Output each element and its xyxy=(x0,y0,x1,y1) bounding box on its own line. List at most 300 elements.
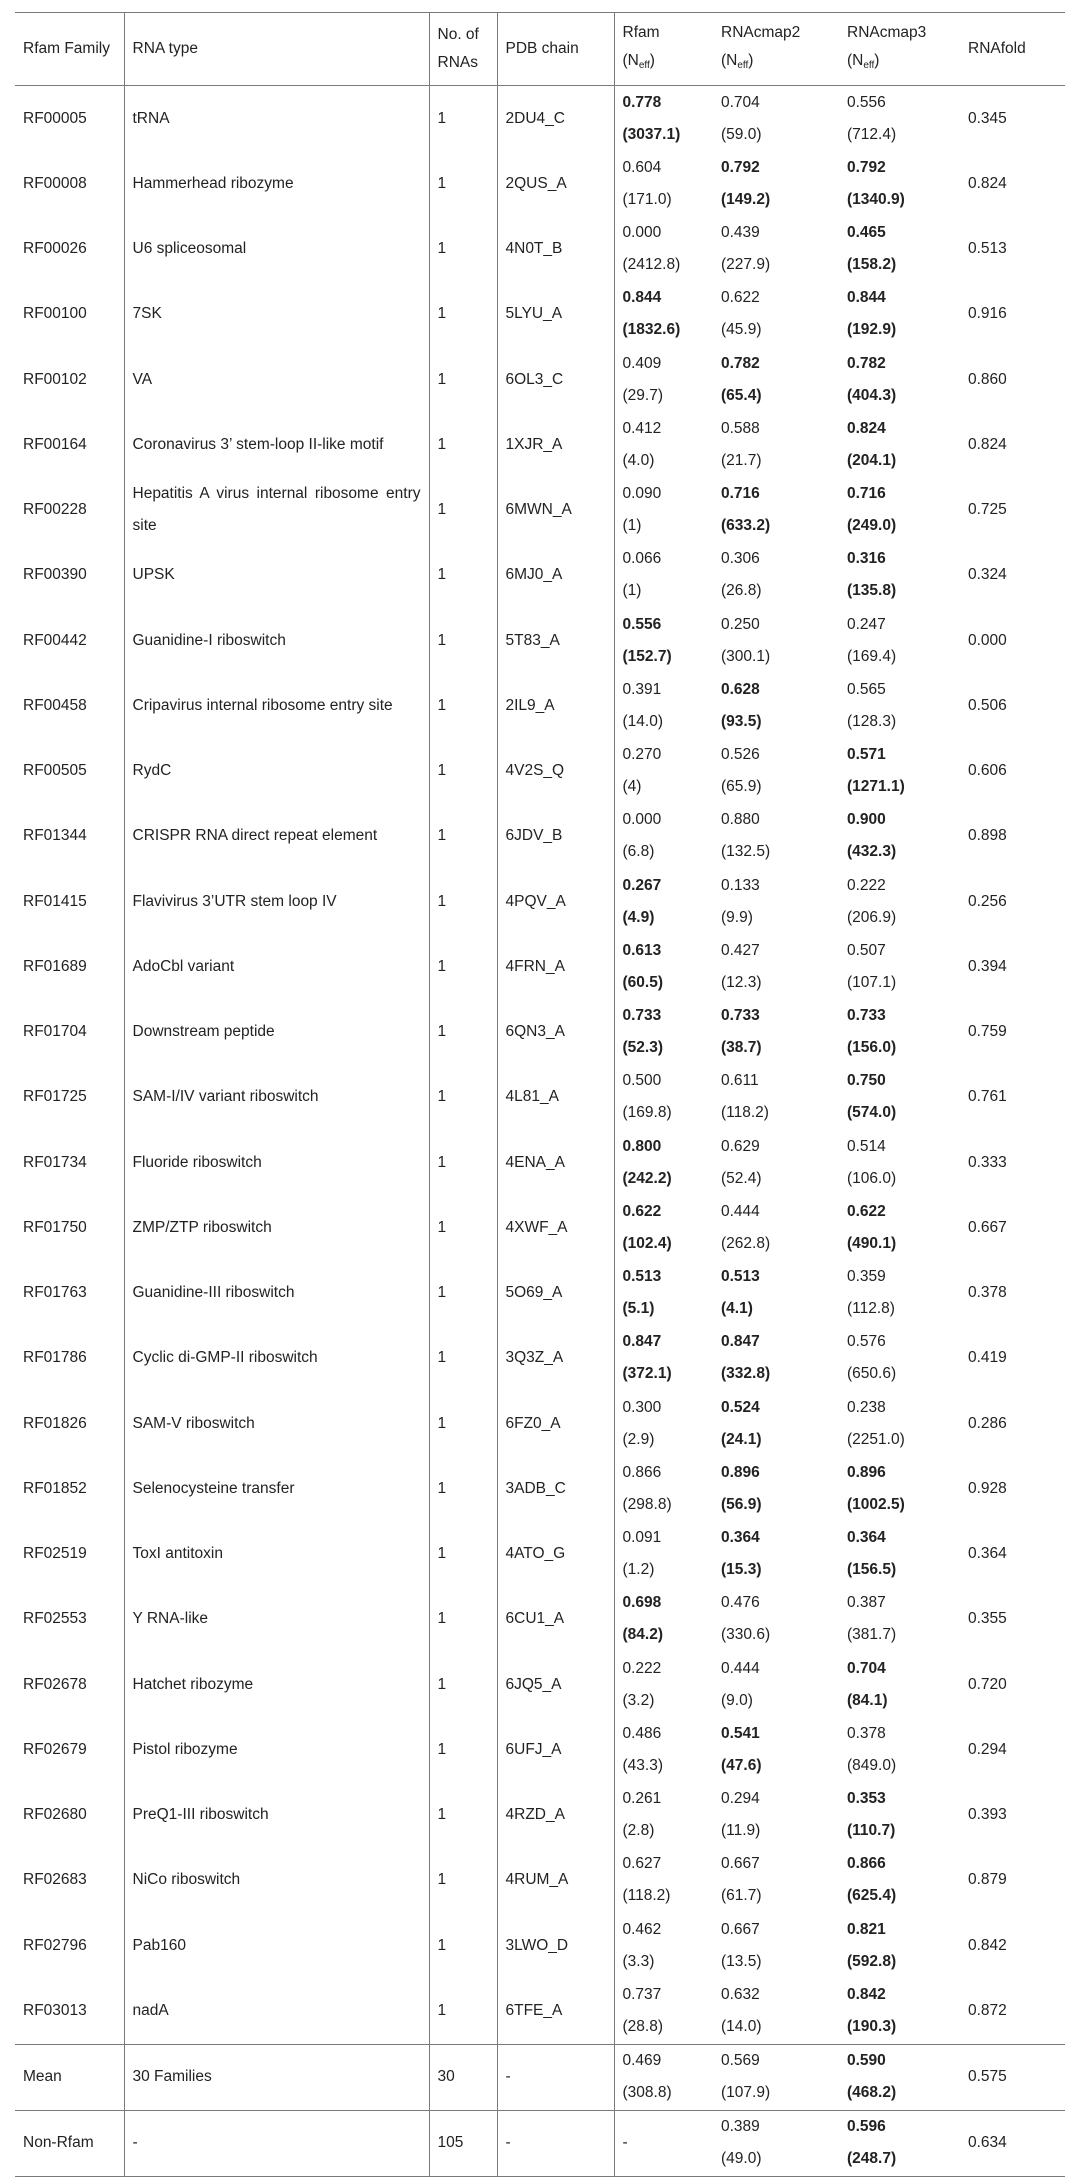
rnafold-cell: 0.394 xyxy=(968,957,1007,975)
rnacmap2-cell xyxy=(713,2044,839,2110)
family-cell: RF01750 xyxy=(23,1218,87,1236)
rnafold-cell: 0.333 xyxy=(968,1153,1007,1171)
pdb-chain-cell: 6QN3_A xyxy=(497,1000,614,1065)
rnacmap2-cell xyxy=(713,1978,839,2044)
rfam-cell-score: 0.604 xyxy=(622,158,662,176)
rnacmap2-cell xyxy=(713,412,839,477)
summary-row xyxy=(15,2044,1065,2110)
rnafold-cell: 0.898 xyxy=(968,827,1007,845)
pdb-chain-cell: 4PQV_A xyxy=(497,869,614,934)
rnacmap2-cell xyxy=(713,86,839,152)
pdb-chain-cell: 2DU4_C xyxy=(497,86,614,152)
rfam-cell-score: 0.500 xyxy=(622,1072,662,1090)
rfam-cell-score: 0.698 xyxy=(622,1594,662,1612)
rnacmap3-cell-neff: (381.7) xyxy=(847,1626,897,1644)
num-rnas-cell: 1 xyxy=(429,608,497,673)
rnacmap3-cell xyxy=(839,673,960,738)
rnacmap3-cell xyxy=(839,1978,960,2044)
family-cell: RF00505 xyxy=(23,762,87,780)
rnacmap2-cell xyxy=(713,739,839,804)
rnacmap3-cell xyxy=(839,1391,960,1456)
rfam-cell xyxy=(614,2110,713,2176)
rnacmap3-cell-score: 0.556 xyxy=(847,93,886,111)
rfam-cell-score: - xyxy=(622,2134,628,2151)
rnacmap3-cell xyxy=(839,1717,960,1782)
family-cell: RF00026 xyxy=(23,240,87,258)
num-rnas-cell: 30 xyxy=(429,2044,497,2110)
rfam-cell-neff: (169.8) xyxy=(622,1104,672,1122)
num-rnas-cell: 1 xyxy=(429,1717,497,1782)
pdb-chain-cell: 6UFJ_A xyxy=(497,1717,614,1782)
rnacmap2-cell-neff: (262.8) xyxy=(721,1234,771,1252)
rnacmap2-cell-neff: (26.8) xyxy=(721,582,762,600)
header-rnacmap2-neff: $(N_{eff})$ xyxy=(721,51,754,71)
rnacmap3-cell xyxy=(839,2110,960,2176)
rna-type-cell: SAM-I/IV variant riboswitch xyxy=(124,1065,429,1130)
rfam-cell-neff: (308.8) xyxy=(622,2084,672,2101)
rfam-cell-score: 0.300 xyxy=(622,1398,662,1416)
rnacmap3-cell-neff: (156.0) xyxy=(847,1039,897,1057)
rnacmap2-cell-score: 0.628 xyxy=(721,680,760,698)
table-row xyxy=(15,1522,1065,1587)
rnafold-cell: 0.928 xyxy=(968,1479,1007,1497)
rnafold-cell: 0.725 xyxy=(968,501,1007,519)
rfam-cell-score: 0.622 xyxy=(622,1202,662,1220)
rnacmap3-cell-score: 0.222 xyxy=(847,876,886,894)
rnafold-cell: 0.506 xyxy=(968,696,1007,714)
rfam-cell xyxy=(614,347,713,412)
rnacmap3-cell xyxy=(839,1587,960,1652)
rna-type-cell: Hammerhead ribozyme xyxy=(124,151,429,216)
rnacmap3-cell-score: 0.750 xyxy=(847,1072,886,1090)
rna-type-cell: Flavivirus 3’UTR stem loop IV xyxy=(124,869,429,934)
header-type: RNA type xyxy=(124,13,429,86)
rna-type-cell: Cripavirus internal ribosome entry site xyxy=(124,673,429,738)
num-rnas-cell: 1 xyxy=(429,1522,497,1587)
num-rnas-cell: 1 xyxy=(429,478,497,543)
num-rnas-cell: 1 xyxy=(429,347,497,412)
rnacmap2-cell xyxy=(713,282,839,347)
rfam-cell-neff: (152.7) xyxy=(622,647,672,665)
rfam-cell xyxy=(614,2044,713,2110)
rnacmap2-cell-score: 0.541 xyxy=(721,1724,760,1742)
pdb-chain-cell: 5T83_A xyxy=(497,608,614,673)
table-row xyxy=(15,412,1065,477)
rnacmap3-cell-score: 0.842 xyxy=(847,1985,886,2003)
rfam-cell-neff: (298.8) xyxy=(622,1495,672,1513)
rnacmap3-cell xyxy=(839,1913,960,1978)
rnacmap2-cell-neff: (45.9) xyxy=(721,321,762,339)
pdb-chain-cell: 1XJR_A xyxy=(497,412,614,477)
pdb-chain-cell: 3Q3Z_A xyxy=(497,1326,614,1391)
rna-type-cell: Fluoride riboswitch xyxy=(124,1130,429,1195)
rnacmap3-cell-score: 0.507 xyxy=(847,941,886,959)
pdb-chain-cell: 2QUS_A xyxy=(497,151,614,216)
rnacmap3-cell-neff: (592.8) xyxy=(847,1952,897,1970)
num-rnas-cell: 1 xyxy=(429,869,497,934)
rfam-cell-score: 0.486 xyxy=(622,1724,662,1742)
rfam-cell-score: 0.066 xyxy=(622,550,662,568)
rnacmap3-cell-score: 0.565 xyxy=(847,680,886,698)
rfam-cell-score: 0.613 xyxy=(622,941,662,959)
rnacmap3-cell xyxy=(839,869,960,934)
rnacmap3-cell xyxy=(839,282,960,347)
rnacmap2-cell xyxy=(713,1848,839,1913)
pdb-chain-cell: 2IL9_A xyxy=(497,673,614,738)
rfam-cell xyxy=(614,1261,713,1326)
pdb-chain-cell: 6MJ0_A xyxy=(497,543,614,608)
header-rfam-label: Rfam xyxy=(622,23,660,41)
rnacmap2-cell-neff: (52.4) xyxy=(721,1169,762,1187)
rnacmap2-cell xyxy=(713,1326,839,1391)
rna-type-cell: PreQ1-III riboswitch xyxy=(124,1783,429,1848)
rnacmap3-cell-neff: (712.4) xyxy=(847,125,897,143)
table-body xyxy=(15,86,1065,2045)
rnafold-cell: 0.667 xyxy=(968,1218,1007,1236)
rnafold-cell: 0.860 xyxy=(968,370,1007,388)
table-row xyxy=(15,1783,1065,1848)
pdb-chain-cell: 6MWN_A xyxy=(497,478,614,543)
table-row xyxy=(15,1326,1065,1391)
table-row xyxy=(15,1978,1065,2044)
rfam-cell xyxy=(614,608,713,673)
rnacmap3-cell-score: 0.896 xyxy=(847,1463,886,1481)
num-rnas-cell: 1 xyxy=(429,1456,497,1521)
num-rnas-cell: 1 xyxy=(429,1130,497,1195)
pdb-chain-cell: 3ADB_C xyxy=(497,1456,614,1521)
family-cell: RF00442 xyxy=(23,631,87,649)
rnacmap3-cell-score: 0.821 xyxy=(847,1920,886,1938)
rnafold-cell: 0.634 xyxy=(968,2134,1007,2151)
pdb-chain-cell: 4XWF_A xyxy=(497,1195,614,1260)
rna-type-cell: Pab160 xyxy=(124,1913,429,1978)
rnacmap3-cell-score: 0.247 xyxy=(847,615,886,633)
rnafold-cell: 0.286 xyxy=(968,1414,1007,1432)
rnafold-cell: 0.324 xyxy=(968,566,1007,584)
table-row xyxy=(15,347,1065,412)
rnacmap3-cell-score: 0.514 xyxy=(847,1137,886,1155)
family-cell: RF01415 xyxy=(23,892,87,910)
rnacmap2-cell xyxy=(713,673,839,738)
rnacmap3-cell xyxy=(839,151,960,216)
rnafold-cell: 0.294 xyxy=(968,1740,1007,1758)
rna-type-cell: nadA xyxy=(124,1978,429,2044)
family-cell: RF02679 xyxy=(23,1740,87,1758)
rfam-cell-neff: (6.8) xyxy=(622,843,655,861)
family-cell: RF01689 xyxy=(23,957,87,975)
rfam-cell xyxy=(614,282,713,347)
header-rnafold: RNAfold xyxy=(968,40,1026,57)
pdb-chain-cell: 4RZD_A xyxy=(497,1783,614,1848)
rfam-cell xyxy=(614,543,713,608)
rnacmap2-cell-neff: (59.0) xyxy=(721,125,762,143)
family-cell: RF01704 xyxy=(23,1023,87,1041)
rnacmap2-cell-score: 0.611 xyxy=(721,1072,759,1090)
pdb-chain-cell: 6OL3_C xyxy=(497,347,614,412)
rnacmap2-cell-score: 0.294 xyxy=(721,1790,760,1808)
rfam-cell xyxy=(614,86,713,152)
rnacmap2-cell xyxy=(713,1456,839,1521)
family-cell: RF00228 xyxy=(23,501,87,519)
rnacmap3-cell-neff: (169.4) xyxy=(847,647,897,665)
rfam-cell xyxy=(614,1065,713,1130)
family-cell: RF03013 xyxy=(23,2001,87,2019)
rnacmap3-cell-neff: (206.9) xyxy=(847,908,897,926)
rnacmap2-cell-score: 0.632 xyxy=(721,1985,760,2003)
header-rnacmap2 xyxy=(713,13,839,86)
rnacmap3-cell-neff: (1340.9) xyxy=(847,190,905,208)
rnacmap3-cell-score: 0.465 xyxy=(847,224,886,242)
rnacmap3-cell-neff: (192.9) xyxy=(847,321,897,339)
rnacmap3-cell-score: 0.782 xyxy=(847,354,886,372)
rfam-cell xyxy=(614,804,713,869)
pdb-chain-cell: - xyxy=(497,2110,614,2176)
num-rnas-cell: 1 xyxy=(429,217,497,282)
rna-type-cell: - xyxy=(124,2110,429,2176)
rfam-cell xyxy=(614,869,713,934)
rnacmap2-cell-score: 0.427 xyxy=(721,941,760,959)
rnacmap3-cell-neff: (84.1) xyxy=(847,1691,888,1709)
rnacmap3-cell-score: 0.353 xyxy=(847,1790,886,1808)
num-rnas-cell: 1 xyxy=(429,1978,497,2044)
rnafold-cell: 0.355 xyxy=(968,1610,1007,1628)
rnacmap2-cell xyxy=(713,1261,839,1326)
rnacmap2-cell-score: 0.896 xyxy=(721,1463,760,1481)
rna-type-cell: AdoCbl variant xyxy=(124,934,429,999)
rnacmap3-cell-neff: (156.5) xyxy=(847,1561,897,1579)
rfam-cell-score: 0.866 xyxy=(622,1463,662,1481)
table-row xyxy=(15,1000,1065,1065)
rfam-cell-neff: (118.2) xyxy=(622,1887,671,1905)
pdb-chain-cell: 4RUM_A xyxy=(497,1848,614,1913)
rnacmap2-cell xyxy=(713,1195,839,1260)
header-row xyxy=(15,13,1065,86)
rfam-cell xyxy=(614,1195,713,1260)
family-cell: RF02519 xyxy=(23,1545,87,1563)
rnacmap2-cell-score: 0.847 xyxy=(721,1333,760,1351)
family-cell: Mean xyxy=(23,2068,62,2085)
num-rnas-cell: 1 xyxy=(429,804,497,869)
table-row xyxy=(15,1456,1065,1521)
pdb-chain-cell: 4ATO_G xyxy=(497,1522,614,1587)
num-rnas-cell: 1 xyxy=(429,1000,497,1065)
rnacmap2-cell xyxy=(713,478,839,543)
rnacmap2-cell-score: 0.389 xyxy=(721,2118,760,2135)
rnacmap3-cell-score: 0.900 xyxy=(847,811,886,829)
rfam-cell-neff: (3037.1) xyxy=(622,125,681,143)
rnacmap3-cell xyxy=(839,543,960,608)
family-cell: RF00390 xyxy=(23,566,87,584)
family-cell: RF01826 xyxy=(23,1414,87,1432)
num-rnas-cell: 1 xyxy=(429,86,497,152)
rfam-cell-neff: (4.9) xyxy=(622,908,655,926)
rfam-cell-score: 0.412 xyxy=(622,419,662,437)
family-cell: RF01786 xyxy=(23,1349,87,1367)
rfam-cell xyxy=(614,478,713,543)
rnacmap2-cell-neff: (38.7) xyxy=(721,1039,762,1057)
family-cell: RF00164 xyxy=(23,435,87,453)
rnacmap2-cell-neff: (227.9) xyxy=(721,256,771,274)
rnacmap2-cell xyxy=(713,869,839,934)
rfam-cell-neff: (171.0) xyxy=(622,190,672,208)
rnacmap3-cell-score: 0.622 xyxy=(847,1202,886,1220)
rfam-cell-score: 0.737 xyxy=(622,1985,662,2003)
rnacmap3-cell xyxy=(839,1000,960,1065)
table-row xyxy=(15,1261,1065,1326)
rnacmap3-cell xyxy=(839,1261,960,1326)
rnacmap2-cell-score: 0.444 xyxy=(721,1659,760,1677)
rnacmap2-cell xyxy=(713,1065,839,1130)
rnacmap3-cell-score: 0.733 xyxy=(847,1007,886,1025)
table-row xyxy=(15,1848,1065,1913)
table-row xyxy=(15,1652,1065,1717)
rnacmap2-cell xyxy=(713,1587,839,1652)
rnacmap2-cell xyxy=(713,217,839,282)
rnacmap2-cell-score: 0.364 xyxy=(721,1529,760,1547)
rnacmap3-cell-score: 0.364 xyxy=(847,1529,886,1547)
rnacmap2-cell-neff: (24.1) xyxy=(721,1430,762,1448)
family-cell: RF01725 xyxy=(23,1088,87,1106)
rfam-cell xyxy=(614,1456,713,1521)
rna-type-cell: tRNA xyxy=(124,86,429,152)
table-row xyxy=(15,934,1065,999)
rnacmap2-cell-score: 0.569 xyxy=(721,2052,760,2069)
rfam-cell-neff: (52.3) xyxy=(622,1039,663,1057)
rfam-cell-score: 0.222 xyxy=(622,1659,662,1677)
rnacmap2-cell xyxy=(713,608,839,673)
rfam-cell-neff: (84.2) xyxy=(622,1626,663,1644)
num-rnas-cell: 1 xyxy=(429,1391,497,1456)
pdb-chain-cell: 4L81_A xyxy=(497,1065,614,1130)
rna-type-cell: Downstream peptide xyxy=(124,1000,429,1065)
num-rnas-cell: 105 xyxy=(429,2110,497,2176)
rnacmap2-cell-neff: (300.1) xyxy=(721,647,771,665)
num-rnas-cell: 1 xyxy=(429,1065,497,1130)
rfam-cell-neff: (43.3) xyxy=(622,1756,663,1774)
rnacmap2-cell-score: 0.667 xyxy=(721,1920,760,1938)
rnacmap3-cell-score: 0.387 xyxy=(847,1594,886,1612)
rnacmap3-cell-score: 0.716 xyxy=(847,485,886,503)
rnacmap2-cell xyxy=(713,1130,839,1195)
rnacmap3-cell xyxy=(839,1783,960,1848)
rnacmap3-cell-score: 0.238 xyxy=(847,1398,886,1416)
rnacmap2-cell xyxy=(713,1391,839,1456)
rfam-cell xyxy=(614,1522,713,1587)
rnacmap2-cell-neff: (11.9) xyxy=(721,1822,761,1840)
table-row xyxy=(15,739,1065,804)
rna-type-cell: ToxI antitoxin xyxy=(124,1522,429,1587)
rnafold-cell: 0.720 xyxy=(968,1675,1007,1693)
table-row xyxy=(15,1065,1065,1130)
rnafold-cell: 0.393 xyxy=(968,1806,1007,1824)
rfam-cell-score: 0.391 xyxy=(622,680,662,698)
rfam-cell-score: 0.733 xyxy=(622,1007,662,1025)
header-rnacmap3 xyxy=(839,13,960,86)
rnacmap3-cell-score: 0.359 xyxy=(847,1268,886,1286)
rnacmap3-cell xyxy=(839,412,960,477)
rna-type-cell: UPSK xyxy=(124,543,429,608)
rnacmap2-cell xyxy=(713,151,839,216)
rnacmap2-cell-neff: (21.7) xyxy=(721,451,762,469)
rnacmap3-cell xyxy=(839,2044,960,2110)
rnacmap3-cell-neff: (107.1) xyxy=(847,973,897,991)
table-row xyxy=(15,86,1065,152)
rnafold-cell: 0.378 xyxy=(968,1284,1007,1302)
rfam-cell-neff: (1832.6) xyxy=(622,321,681,339)
rna-type-cell: CRISPR RNA direct repeat element xyxy=(124,804,429,869)
family-cell: Non-Rfam xyxy=(23,2134,94,2151)
rna-type-cell: 30 Families xyxy=(124,2044,429,2110)
rnacmap2-cell-score: 0.792 xyxy=(721,158,760,176)
rfam-cell-neff: (14.0) xyxy=(622,712,663,730)
rnacmap3-cell-neff: (1271.1) xyxy=(847,778,905,796)
num-rnas-cell: 1 xyxy=(429,1195,497,1260)
rnacmap2-cell-score: 0.526 xyxy=(721,746,760,764)
rnacmap3-cell-score: 0.844 xyxy=(847,289,886,307)
rnacmap3-cell-neff: (2251.0) xyxy=(847,1430,905,1448)
rfam-cell-score: 0.556 xyxy=(622,615,662,633)
rfam-cell xyxy=(614,1717,713,1782)
table-row xyxy=(15,1587,1065,1652)
table-row xyxy=(15,478,1065,543)
rfam-cell-score: 0.270 xyxy=(622,746,662,764)
header-rfam-neff: $(N_{eff})$ xyxy=(622,51,655,71)
rnacmap2-cell-score: 0.704 xyxy=(721,93,760,111)
rfam-cell-neff: (3.2) xyxy=(622,1691,655,1709)
rnacmap3-cell xyxy=(839,804,960,869)
rnacmap2-cell-score: 0.133 xyxy=(721,876,760,894)
table-row xyxy=(15,673,1065,738)
pdb-chain-cell: 6CU1_A xyxy=(497,1587,614,1652)
rfam-cell-score: 0.000 xyxy=(622,224,662,242)
pdb-chain-cell: 5O69_A xyxy=(497,1261,614,1326)
rnacmap3-cell xyxy=(839,1848,960,1913)
pdb-chain-cell: 6JDV_B xyxy=(497,804,614,869)
family-cell: RF02683 xyxy=(23,1871,87,1889)
rnacmap2-cell-score: 0.444 xyxy=(721,1202,760,1220)
rnacmap2-cell-score: 0.880 xyxy=(721,811,760,829)
rfam-cell-score: 0.844 xyxy=(622,289,662,307)
pdb-chain-cell: 6FZ0_A xyxy=(497,1391,614,1456)
rfam-cell-score: 0.627 xyxy=(622,1855,662,1873)
rnacmap3-cell-neff: (248.7) xyxy=(847,2150,897,2167)
rfam-cell-score: 0.267 xyxy=(622,876,662,894)
rna-type-cell: SAM-V riboswitch xyxy=(124,1391,429,1456)
rna-type-cell: Hatchet ribozyme xyxy=(124,1652,429,1717)
rnacmap3-cell xyxy=(839,1652,960,1717)
rna-type-cell: U6 spliceosomal xyxy=(124,217,429,282)
rnacmap2-cell-neff: (47.6) xyxy=(721,1756,762,1774)
rnacmap3-cell xyxy=(839,934,960,999)
pdb-chain-cell: 4FRN_A xyxy=(497,934,614,999)
rnacmap3-cell-neff: (110.7) xyxy=(847,1822,896,1840)
family-cell: RF02796 xyxy=(23,1936,87,1954)
num-rnas-cell: 1 xyxy=(429,739,497,804)
rfam-cell-neff: (372.1) xyxy=(622,1365,672,1383)
rnacmap2-cell-neff: (330.6) xyxy=(721,1626,771,1644)
rfam-cell-score: 0.090 xyxy=(622,485,662,503)
rnacmap2-cell-neff: (9.0) xyxy=(721,1691,753,1709)
rnacmap2-cell-neff: (4.1) xyxy=(721,1300,753,1318)
rnacmap2-cell-neff: (65.9) xyxy=(721,778,762,796)
rnacmap2-cell-neff: (132.5) xyxy=(721,843,771,861)
rnacmap3-cell xyxy=(839,478,960,543)
table-row xyxy=(15,804,1065,869)
rfam-cell xyxy=(614,1652,713,1717)
rfam-cell xyxy=(614,1000,713,1065)
rna-type-cell: Coronavirus 3’ stem-loop II-like motif xyxy=(124,412,429,477)
rnacmap3-cell-neff: (625.4) xyxy=(847,1887,897,1905)
